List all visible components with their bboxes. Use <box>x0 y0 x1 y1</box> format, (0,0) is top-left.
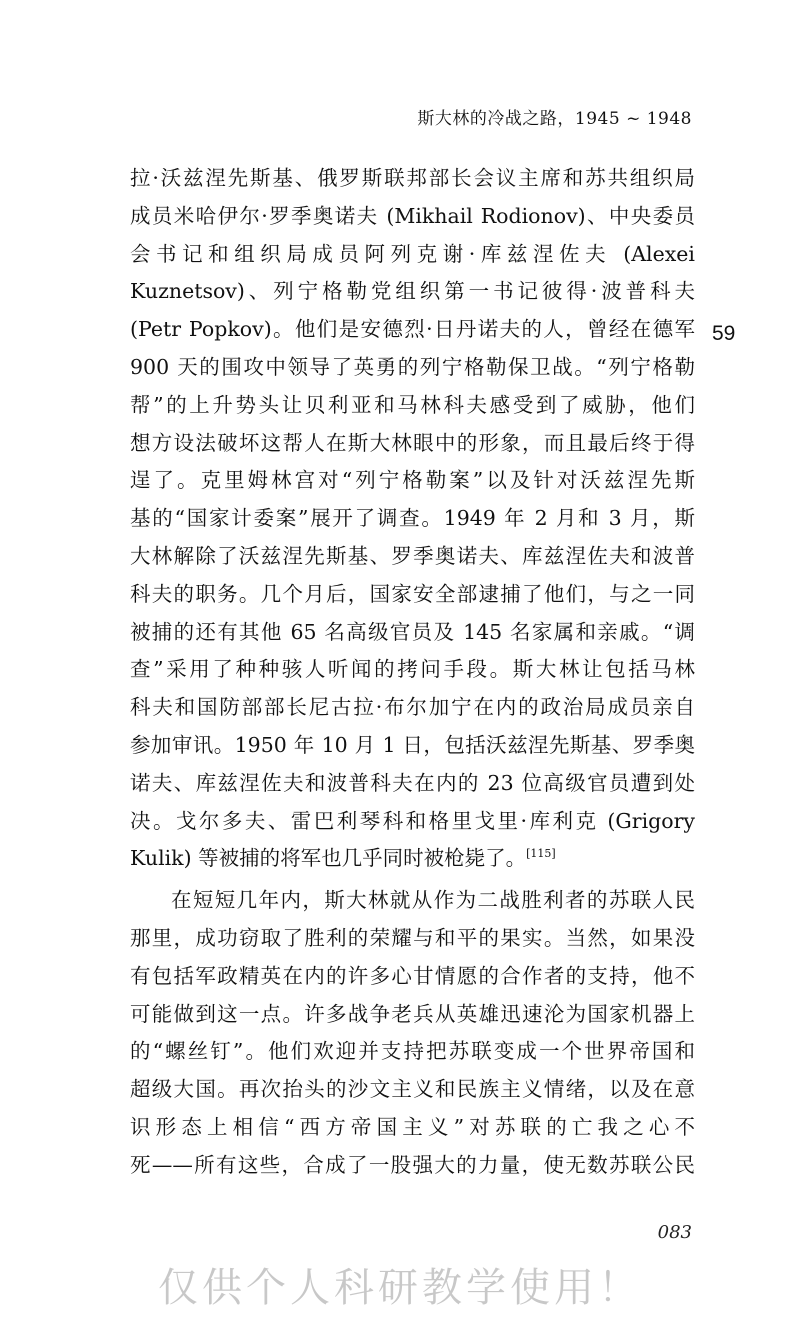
paragraph-2 <box>130 882 695 1184</box>
text-line: 有包括军政精英在内的许多心甘情愿的合作者的支持，他不 <box>130 963 695 988</box>
paragraph-1 <box>130 160 695 878</box>
text-line: 超级大国。再次抬头的沙文主义和民族主义情绪，以及在意 <box>130 1077 695 1102</box>
page-number: 083 <box>657 1222 692 1243</box>
footnote-reference[interactable]: [115] <box>526 847 556 861</box>
text-line: 被捕的还有其他 65 名高级官员及 145 名家属和亲戚。“调 <box>130 619 695 644</box>
text-line: 帮”的上升势头让贝利亚和马林科夫感受到了威胁，他们 <box>130 392 695 417</box>
text-line: 参加审讯。1950 年 10 月 1 日，包括沃兹涅先斯基、罗季奥 <box>130 732 695 757</box>
body-text <box>130 160 695 1185</box>
text-line: 识形态上相信“西方帝国主义”对苏联的亡我之心不 <box>130 1114 695 1139</box>
last-line-text: Kulik) 等被捕的将军也几乎同时被枪毙了。 <box>130 846 527 871</box>
text-line: 在短短几年内，斯大林就从作为二战胜利者的苏联人民 <box>171 888 695 913</box>
text-line: 成员米哈伊尔·罗季奥诺夫 (Mikhail Rodionov)、中央委员 <box>130 203 695 228</box>
text-line: 查”采用了种种骇人听闻的拷问手段。斯大林让包括马林 <box>130 657 695 682</box>
text-line: 基的“国家计委案”展开了调查。1949 年 2 月和 3 月，斯 <box>130 506 695 531</box>
text-line: 大林解除了沃兹涅先斯基、罗季奥诺夫、库兹涅佐夫和波普 <box>130 543 695 568</box>
text-line: 诺夫、库兹涅佐夫和波普科夫在内的 23 位高级官员遭到处 <box>130 770 695 795</box>
text-line: 科夫的职务。几个月后，国家安全部逮捕了他们，与之一同 <box>130 581 695 606</box>
text-line: 900 天的围攻中领导了英勇的列宁格勒保卫战。“列宁格勒 <box>130 354 695 379</box>
text-line: 那里，成功窃取了胜利的荣耀与和平的果实。当然，如果没 <box>130 925 695 950</box>
watermark: 仅供个人科研教学使用！ <box>158 1265 642 1311</box>
text-line: 可能做到这一点。许多战争老兵从英雄迅速沦为国家机器上 <box>130 1001 695 1026</box>
text-line: 决。戈尔多夫、雷巴利琴科和格里戈里·库利克 (Grigory <box>130 808 695 833</box>
text-line: (Petr Popkov)。他们是安德烈·日丹诺夫的人，曾经在德军 <box>130 317 695 342</box>
running-header: 斯大林的冷战之路，1945 ~ 1948 <box>417 109 692 129</box>
text-line: Kuznetsov)、列宁格勒党组织第一书记彼得·波普科夫 <box>130 279 695 304</box>
text-line: 科夫和国防部部长尼古拉·布尔加宁在内的政治局成员亲自 <box>130 695 695 720</box>
text-line-last <box>130 840 695 878</box>
margin-page-marker: 59 <box>712 322 736 345</box>
text-line: 拉·沃兹涅先斯基、俄罗斯联邦部长会议主席和苏共组织局 <box>130 166 695 190</box>
text-line: 逞了。克里姆林宫对“列宁格勒案”以及针对沃兹涅先斯 <box>130 468 695 493</box>
text-line: 想方设法破坏这帮人在斯大林眼中的形象，而且最后终于得 <box>130 430 695 455</box>
text-line: 会书记和组织局成员阿列克谢·库兹涅佐夫 (Alexei <box>130 241 695 266</box>
text-line: 的“螺丝钉”。他们欢迎并支持把苏联变成一个世界帝国和 <box>130 1039 695 1064</box>
text-line: 死——所有这些，合成了一股强大的力量，使无数苏联公民 <box>130 1152 695 1177</box>
